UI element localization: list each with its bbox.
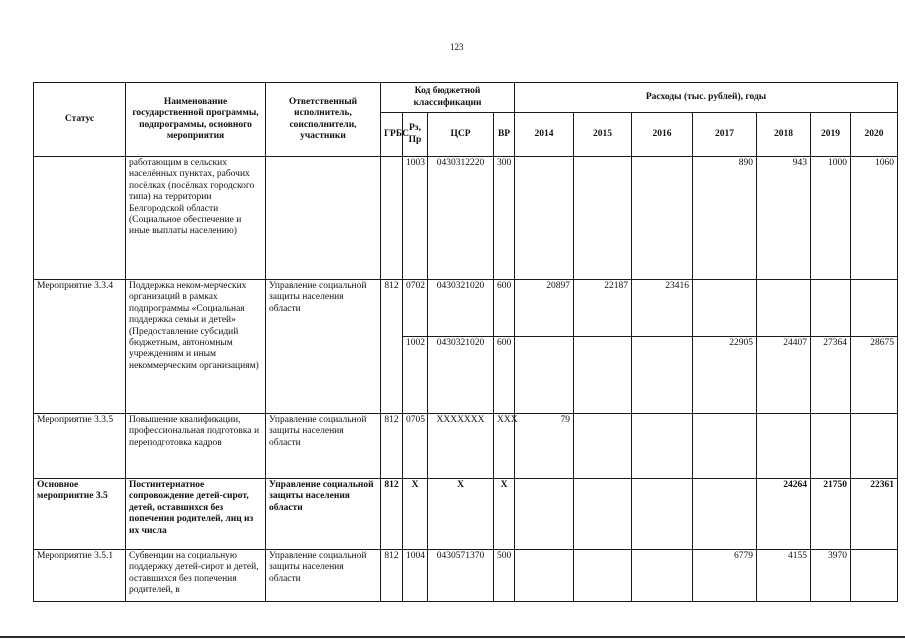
cell-2018: 943 [757,157,811,280]
cell-executor: Управление социальной защиты населения области [266,550,381,602]
cell-2016: 23416 [632,280,693,337]
cell-2014 [515,157,574,280]
header-year: 2020 [851,113,898,157]
cell-2019: 1000 [811,157,851,280]
cell-2014 [515,479,574,550]
cell-2019: 3970 [811,550,851,602]
cell-2016 [632,337,693,414]
cell-status [34,157,126,280]
cell-csr: XXXXXXX [428,414,494,479]
header-year: 2017 [693,113,757,157]
cell-name: Постинтернатное сопровождение детей-сирот, детей, оставшихся без попечения родителей, лиц из их числа [126,479,266,550]
cell-2020 [851,550,898,602]
cell-rzpr: 1004 [403,550,428,602]
cell-2019: 27364 [811,337,851,414]
cell-grbs: 812 [381,550,403,602]
budget-table [33,82,898,602]
cell-executor: Управление социальной защиты населения области [266,479,381,550]
header-year: 2016 [632,113,693,157]
cell-status: Основное мероприятие 3.5 [34,479,126,550]
cell-name: Субвенции на социальную поддержку детей-сирот и детей, оставшихся без попечения родителей, в [126,550,266,602]
cell-2015 [574,157,632,280]
header-year: 2019 [811,113,851,157]
cell-rzpr: 1003 [403,157,428,280]
cell-vr: 600 [494,280,515,337]
header-year: 2014 [515,113,574,157]
cell-2017 [693,479,757,550]
cell-2018: 4155 [757,550,811,602]
table-row [34,479,898,550]
cell-status: Мероприятие 3.3.5 [34,414,126,479]
cell-csr: 0430312220 [428,157,494,280]
header-program-name: Наименование государственной программы, подпрограммы, основного мероприятия [126,83,266,157]
cell-2016 [632,479,693,550]
table-row [34,157,898,280]
cell-csr: 0430321020 [428,337,494,414]
header-status: Статус [34,83,126,157]
cell-name: Поддержка неком-мерческих организаций в рамках подпрограммы «Социальная поддержка семьи и детей» (Предоставление субсидий бюджетным, автономным учреждениям и иным некоммерческим организациям) [126,280,266,414]
cell-2016 [632,414,693,479]
cell-vr: X [494,479,515,550]
cell-executor: Управление социальной защиты населения области [266,280,381,414]
header-budget-code: Код бюджетной классификации [381,83,515,113]
cell-rzpr: X [403,479,428,550]
cell-2015 [574,337,632,414]
cell-2019 [811,280,851,337]
header-executor: Ответственный исполнитель, соисполнители, участники [266,83,381,157]
cell-2014 [515,337,574,414]
cell-2014: 79 [515,414,574,479]
cell-2020: 28675 [851,337,898,414]
cell-executor: Управление социальной защиты населения области [266,414,381,479]
table-row [34,414,898,479]
cell-2018 [757,414,811,479]
header-year: 2015 [574,113,632,157]
cell-2015: 22187 [574,280,632,337]
cell-2015 [574,414,632,479]
cell-2017: 890 [693,157,757,280]
cell-grbs: 812 [381,414,403,479]
cell-2017 [693,280,757,337]
cell-2016 [632,550,693,602]
header-year: 2018 [757,113,811,157]
cell-vr: 600 [494,337,515,414]
cell-2015 [574,479,632,550]
cell-2017: 22905 [693,337,757,414]
cell-name: Повышение квалификации, профессиональная подготовка и переподготовка кадров [126,414,266,479]
cell-2020 [851,280,898,337]
cell-vr: XXX [494,414,515,479]
cell-rzpr: 0702 [403,280,428,337]
header-rz-pr: Рз, Пр [403,113,428,157]
cell-2019: 21750 [811,479,851,550]
header-vr: ВР [494,113,515,157]
header-expenses: Расходы (тыс. рублей), годы [515,83,898,113]
cell-grbs: 812 [381,280,403,414]
cell-2018: 24264 [757,479,811,550]
cell-status: Мероприятие 3.3.4 [34,280,126,414]
cell-2017 [693,414,757,479]
cell-2017: 6779 [693,550,757,602]
cell-2014: 20897 [515,280,574,337]
cell-2020 [851,414,898,479]
scan-border-line [0,636,905,638]
cell-rzpr: 1002 [403,337,428,414]
header-grbs: ГРБС [381,113,403,157]
cell-2014 [515,550,574,602]
cell-2018: 24407 [757,337,811,414]
cell-csr: 0430321020 [428,280,494,337]
cell-name: работающим в сельских населённых пунктах, рабочих посёлках (посёлках городского типа) на территории Белгородской области (Социальное обеспечение и иные выплаты населению) [126,157,266,280]
page-number: 123 [450,42,464,52]
cell-vr: 300 [494,157,515,280]
cell-2016 [632,157,693,280]
cell-rzpr: 0705 [403,414,428,479]
cell-2020: 22361 [851,479,898,550]
cell-2019 [811,414,851,479]
cell-executor [266,157,381,280]
cell-2015 [574,550,632,602]
cell-csr: X [428,479,494,550]
table-row [34,280,898,337]
cell-status: Мероприятие 3.5.1 [34,550,126,602]
table-row [34,550,898,602]
header-csr: ЦСР [428,113,494,157]
cell-grbs: 812 [381,479,403,550]
cell-2018 [757,280,811,337]
cell-2020: 1060 [851,157,898,280]
cell-grbs [381,157,403,280]
cell-csr: 0430571370 [428,550,494,602]
cell-vr: 500 [494,550,515,602]
